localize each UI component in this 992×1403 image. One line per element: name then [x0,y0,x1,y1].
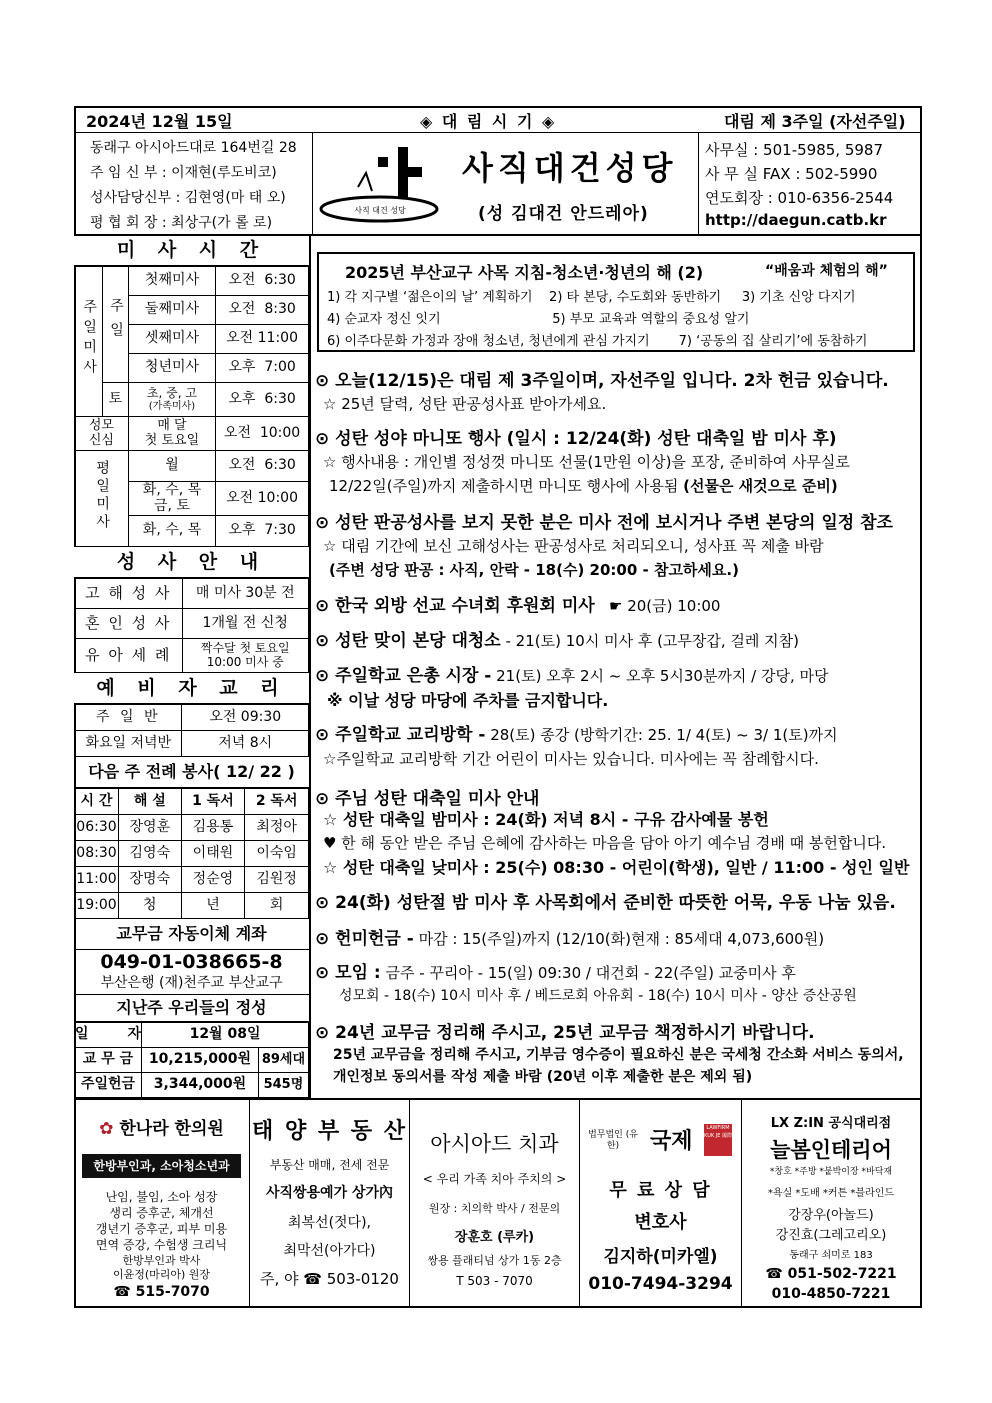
ad-clinic [74,1100,250,1308]
ad-title: 늘봄인테리어 [770,1138,892,1162]
ad-lawfirm [580,1100,742,1308]
ad-phone: T 503 - 7070 [456,1274,533,1288]
notice-detail: ※ 이날 성당 마당에 주차를 금지합니다. [327,691,609,710]
ad-phone: 010-4850-7221 [771,1286,891,1302]
notice-detail: ☆ 대림 기간에 보신 고해성사는 판공성사로 처리되오니, 성사표 꼭 제출 바람 [323,537,824,555]
notice-heading: ⊙ 주님 성탄 대축일 미사 안내 [315,789,540,809]
notice-detail: ☆ 성탄 대축일 낮미사 : 25(수) 08:30 - 어린이(학생), 일반 / 11:00 - 성인 일반 [323,858,910,877]
policy-title: 2025년 부산교구 사목 지침-청소년·청년의 해 (2) [345,263,704,282]
office-phone: 사무실 : 501-5985, 5987 [705,141,883,159]
sunday-label: 주일 [102,267,128,383]
assistant-priest: 성사담당신부 : 김현영(마 태 오) [90,190,286,206]
church-logo-icon [318,141,444,231]
policy-line: 4) 순교자 정신 잇기 5) 부모 교육과 역할의 중요성 알기 [327,312,750,327]
column-header: 해 설 [118,789,181,815]
ad-line: 김지하(미카엘) [603,1247,718,1267]
logo-text: 사직 대건 성당 [354,206,406,215]
offering-label: 주일헌금 [75,1073,142,1098]
ad-line: *창호 *주방 *붙박이장 *바닥재 [769,1167,893,1177]
firm-name: 국제 [650,1129,693,1154]
mass-name: 청년미사 [128,354,215,383]
mass-day: 월 [128,451,215,482]
weekday-mass-label: 평일미사 [75,451,129,547]
clinic-name: ✿ 한나라 한의원 [99,1119,224,1139]
table-row: 06:30 장영훈 김용통 최정아 [75,815,309,841]
column-header: 시 간 [75,789,119,815]
notice-detail: ☆ 25년 달력, 성탄 판공성사표 받아가세요. [323,395,607,413]
notice-detail: 12/22일(주일)까지 제출하시면 마니또 행사에 사용됨 (선물은 새것으로 준비) [329,477,838,495]
offering-label: 교 무 금 [75,1048,142,1073]
ad-phone: 주, 야 ☎ 503-0120 [260,1270,399,1288]
ad-line: 최복선(젓다), [288,1215,371,1231]
notice-row: ⊙ 주일학교 은총 시장 - 21(토) 오후 2시 ~ 오후 5시30분까지 / 강당, 마당 [315,666,829,686]
dues-households: 89세대 [258,1048,308,1073]
ad-line: 무 료 상 담 [609,1180,712,1201]
offering-title: 지난주 우리들의 정성 [74,995,309,1022]
ad-line: 원장 : 치의학 박사 / 전문의 [428,1202,561,1215]
ad-line: 강진효(그레고리오) [775,1228,887,1243]
mass-day: 화, 수, 목 금, 토 [128,482,215,516]
mass-table [74,266,309,547]
ad-line: 갱년기 증후군, 피부 미용 [95,1222,228,1236]
ad-line: 강장우(아놀드) [788,1208,874,1223]
mass-time: 오후 7:00 [216,354,309,383]
saturday-label: 토 [102,383,128,417]
top-bar [74,106,922,133]
date: 2024년 12월 15일 [86,112,233,131]
offering-date: 12월 08일 [142,1023,309,1048]
sacrament-name: 고 해 성 사 [75,579,183,609]
table-row: 08:30 김영숙 이태원 이숙임 [75,841,309,867]
ad-line: 최막선(아가다) [283,1243,376,1259]
mass-name: 둘째미사 [128,296,215,325]
sacrament-name: 유 아 세 례 [75,639,183,673]
ad-line: 이윤정(마리아) 원장 [112,1268,211,1281]
mass-day: 화, 수, 목 [128,516,215,547]
ad-phone: 010-7494-3294 [588,1274,733,1294]
notice-detail: ☆주일학교 교리방학 기간 어린이 미사는 있습니다. 미사에는 꼭 참례합시다. [323,750,819,768]
ad-title: 아시아드 치과 [430,1132,559,1156]
mass-time: 오전 11:00 [216,325,309,354]
account-title: 교무금 자동이체 계좌 [74,919,309,950]
dues-amount: 10,215,000원 [142,1048,259,1073]
church-logo [318,141,444,231]
notice-heading: ⊙ 성탄 판공성사를 보지 못한 분은 미사 전에 보시거나 주변 본당의 일정 참조 [315,513,893,533]
clinic-tag: 한방부인과, 소아청소년과 [82,1154,241,1178]
ad-line: 동래구 쇠미로 183 [789,1250,873,1261]
ad-line: *욕실 *도배 *커튼 *블라인드 [767,1188,895,1199]
notice-detail: ♥ 한 해 동안 받은 주님 은혜에 감사하는 마음을 담아 아기 예수님 경배 때 봉헌합니다. [323,834,887,852]
left-column [74,236,311,1098]
liturgy-title: 다음 주 전례 봉사( 12/ 22 ) [74,757,309,788]
ad-line: < 우리 가족 치아 주치의 > [422,1172,567,1186]
sunday-amount: 3,344,000원 [142,1073,259,1098]
youth-phone: 연도회장 : 010-6356-2544 [705,189,894,207]
mass-time: 오전 8:30 [216,296,309,325]
marian-devotion-label: 성모신심 [75,417,129,451]
column-header: 1 독서 [181,789,245,815]
catechism-table [74,704,309,757]
notice-detail: 성모회 - 18(수) 10시 미사 후 / 베드로회 아유회 - 18(수) 10시 미사 - 양산 증산공원 [339,988,857,1004]
right-column [311,236,922,1098]
ad-interior [742,1100,920,1308]
notice-row: ⊙ 주일학교 교리방학 - 28(토) 종강 (방학기간: 25. 1/ 4(토) ~ 3/ 1(토)까지 [315,725,838,745]
firm-prefix: 법무법인 (유한) [588,1130,638,1151]
catechism-title: 예 비 자 교 리 [74,673,309,704]
firm-badge: LAWFIRM KUK JE 國際 [704,1124,732,1156]
flower-icon: ✿ [99,1119,114,1139]
sacraments-title: 성 사 안 내 [74,547,309,578]
sacrament-info: 1개월 전 신청 [182,609,309,639]
ad-line: 면역 증강, 수험생 크리닉 [95,1238,228,1252]
offering-table [74,1022,309,1098]
column-header: 2 독서 [245,789,309,815]
sacrament-name: 혼 인 성 사 [75,609,183,639]
sacrament-info: 짝수달 첫 토요일 10:00 미사 중 [182,639,309,673]
notice-detail: ☆ 성탄 대축일 밤미사 : 24(화) 저녁 8시 - 구유 감사예물 봉헌 [323,810,769,829]
notice-detail: (주변 성당 판공 : 사직, 안락 - 18(수) 20:00 - 참고하세요.) [329,561,739,579]
office-fax: 사 무 실 FAX : 502-5990 [705,165,878,183]
marian-devotion-day: 매 달 첫 토요일 [128,417,215,451]
ad-line: 변호사 [634,1212,687,1233]
ad-line: 쌍용 플래티넘 상가 1동 2층 [427,1254,562,1267]
policy-line: 6) 이주다문화 가정과 장애 청소년, 청년에게 관심 가지기 7) ‘공동의 집 살리기’에 동참하기 [327,334,868,349]
ad-dentist [410,1100,580,1308]
policy-line: 1) 각 지구별 ‘젊은이의 날’ 계획하기 2) 타 본당, 수도회와 동반하기 3) 기초 신앙 다지기 [327,290,856,305]
table-row: 19:00 청 년 회 [75,893,309,919]
notice-row: ⊙ 헌미헌금 - 마감 : 15(주일)까지 (12/10(화)현재 : 85세대 4,073,600원) [315,929,825,949]
ad-phone: ☎ 051-502-7221 [765,1266,897,1282]
notice-row: ⊙ 모임 : 금주 - 꾸리아 - 15(일) 09:30 / 대건회 - 22(주일) 교중미사 후 [315,963,796,983]
saturday-mass: 초, 중, 고 (가족미사) [128,383,215,417]
mass-time: 오전 10:00 [216,417,309,451]
notice-detail: 개인정보 동의서를 작성 제출 바람 (20년 이후 제출한 분은 제외 됨) [333,1069,753,1085]
sunday-count: 545명 [258,1073,308,1098]
sacrament-info: 매 미사 30분 전 [182,579,309,609]
ad-phone: ☎ 515-7070 [113,1284,210,1300]
mass-time: 오전 6:30 [216,451,309,482]
patron-saint: (성 김대건 안드레아) [478,204,649,224]
ad-line: 장훈호 (루카) [454,1230,535,1245]
ad-title: 태 양 부 동 산 [252,1119,407,1144]
address: 동래구 아시아드대로 164번길 28 [90,140,297,156]
mass-name: 첫째미사 [128,267,215,296]
ad-line: 한방부인과 박사 [122,1254,201,1267]
church-name: 사직대건성당 [462,149,678,187]
header [74,133,922,236]
sunday-mass-label: 주일미사 [75,267,103,417]
mass-time: 오후 6:30 [216,383,309,417]
liturgical-week: 대림 제 3주일 (자선주일) [724,112,906,131]
sacraments-table [74,578,309,673]
pastor: 주 임 신 부 : 이재현(루도비코) [90,165,277,181]
offering-label: 일 자 [75,1023,142,1048]
council-president: 평 협 회 장 : 최상구(가 롤 로) [90,215,273,231]
policy-subtitle: “배움과 체험의 해” [765,263,888,279]
church-info [74,133,313,236]
ad-line: 부동산 매매, 전세 전문 [269,1158,390,1172]
notice-heading: ⊙ 24년 교무금 정리해 주시고, 25년 교무금 책정하시기 바랍니다. [315,1023,815,1043]
notice-heading: ⊙ 24(화) 성탄절 밤 미사 후 사목회에서 준비한 따뜻한 어묵, 우동 나눔 있음. [315,893,896,913]
website-link[interactable]: http://daegun.catb.kr [705,211,887,229]
ad-realestate [250,1100,410,1308]
ad-line: 난임, 불임, 소아 성장 [105,1190,218,1204]
liturgical-season: ◈ 대 림 시 기 ◈ [420,112,557,131]
advertisements [74,1098,922,1308]
mass-time: 오전 10:00 [216,482,309,516]
notice-heading: ⊙ 오늘(12/15)은 대림 제 3주일이며, 자선주일 입니다. 2차 헌금 있습니다. [315,371,889,391]
notice-heading: ⊙ 성탄 성야 마니또 행사 (일시 : 12/24(화) 성탄 대축일 밤 미사 후) [315,429,837,449]
liturgy-table [74,788,309,919]
account-bank: 부산은행 (재)천주교 부산교구 [74,974,309,995]
class-time: 오전 09:30 [182,705,309,731]
contact-info [698,133,923,236]
notice-row: ⊙ 성탄 맞이 본당 대청소 - 21(토) 10시 미사 후 (고무장갑, 걸레 지참) [315,631,800,651]
pastoral-policy-box [317,252,915,352]
notice-detail: ☆ 행사내용 : 개인별 정성껏 마니또 선물(1만원 이상)을 포장, 준비하여 사무실로 [323,453,850,471]
mass-time: 오전 6:30 [216,267,309,296]
ad-line: LX Z:IN 공식대리점 [770,1116,892,1131]
account-number: 049-01-038665-8 [100,951,283,973]
class-name: 주 일 반 [75,705,182,731]
notice-row: ⊙ 한국 외방 선교 수녀회 후원회 미사 ☛ 20(금) 10:00 [315,596,721,616]
notice-detail: 25년 교무금을 정리해 주시고, 기부금 영수증이 필요하신 분은 국세청 간소화 서비스 동의서, [333,1047,904,1063]
mass-title: 미 사 시 간 [74,236,309,266]
ad-line: 사직쌍용예가 상가內 [265,1185,394,1201]
class-time: 저녁 8시 [182,731,309,757]
table-row: 11:00 장명숙 정순영 김원정 [75,867,309,893]
mass-time: 오후 7:30 [216,516,309,547]
ad-line: 생리 증후군, 체개선 [109,1206,214,1220]
class-name: 화요일 저녁반 [75,731,182,757]
mass-name: 셋째미사 [128,325,215,354]
